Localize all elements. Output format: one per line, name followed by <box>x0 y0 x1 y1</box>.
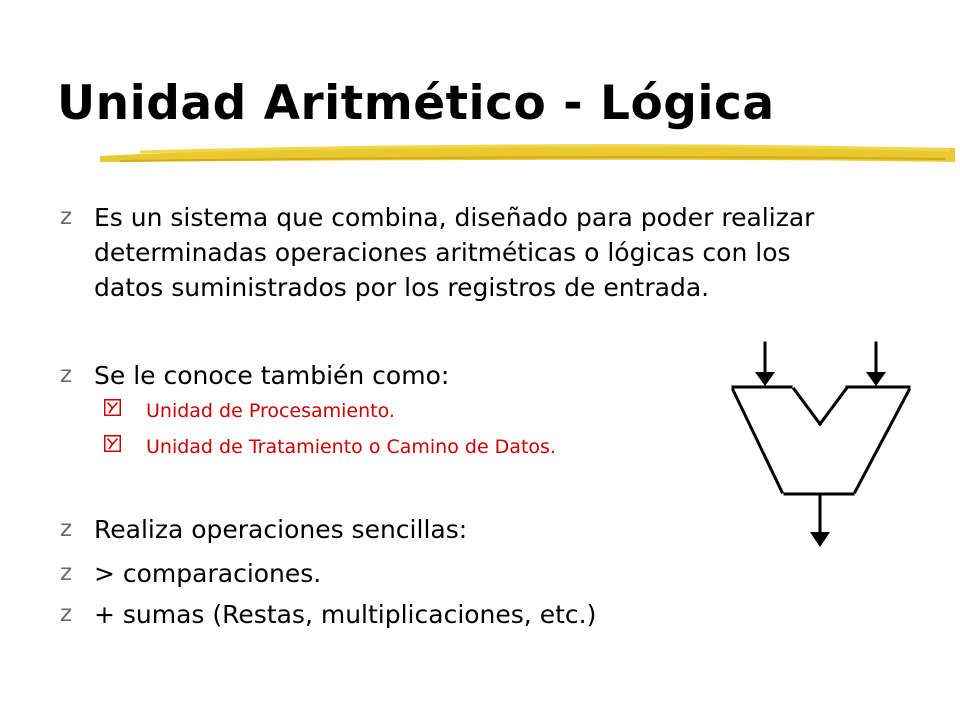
z-ornament-icon: z <box>60 204 73 230</box>
z-ornament-icon: z <box>60 560 73 586</box>
bullet-text: + sumas (Restas, multiplicaciones, etc.) <box>94 600 597 629</box>
bullet-text: Se le conoce también como: <box>94 361 450 390</box>
z-ornament-icon: z <box>60 516 73 542</box>
slide-title: Unidad Aritmético - Lógica <box>57 76 775 131</box>
bullet-text: Realiza operaciones sencillas: <box>94 515 468 544</box>
bullet-line: datos suministrados por los registros de entrada. <box>94 273 710 302</box>
bullet-line: determinadas operaciones aritméticas o lógicas con los <box>94 238 791 267</box>
z-ornament-icon: z <box>60 601 73 627</box>
sub-bullet-text: Unidad de Procesamiento. <box>146 400 395 422</box>
bullet-line: Es un sistema que combina, diseñado para poder realizar <box>94 203 815 232</box>
bullet-text: > comparaciones. <box>94 559 322 588</box>
sub-bullet-text: Unidad de Tratamiento o Camino de Datos. <box>146 436 556 458</box>
z-ornament-icon: z <box>60 362 73 388</box>
